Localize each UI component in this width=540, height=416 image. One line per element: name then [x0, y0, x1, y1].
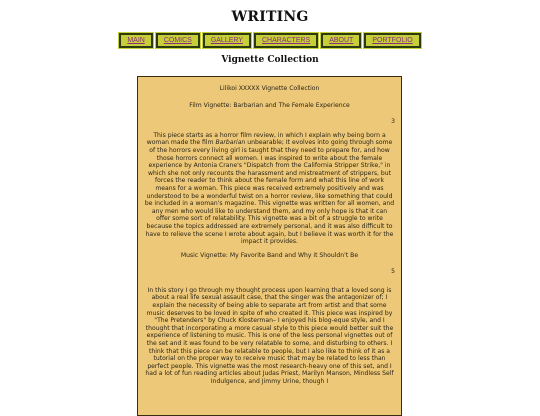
main-nav: [0, 34, 540, 47]
nav-link-portfolio[interactable]: PORTFOLIO: [365, 34, 419, 47]
page-heading: Vignette Collection: [221, 55, 319, 65]
vignette-title: Film Vignette: Barbarian and The Female Experience: [189, 101, 350, 109]
vignette-description: In this story I go through my thought process upon learning that a loved song is about a real life sexual assault case, that the singer was the antagonizer of; I explain the necessity of being able to separate art from artist and that some music deserves to be loved in spite of who created it. This piece was inspired by "The Pretenders" by Chuck Klosterman– I enjoyed his blog-eque style, and I thought that incorporating a more casual style to this piece would better suit the experience of listening to music. This is one of the less personal vignettes out of the set and it was found to be very relatable to some, and disturbing to others. I think that this piece can be relatable to people, but I also like to think of it as a tutorial on the proper way to receive music that may be related to less than perfect people. This vignette was the most research-heavy one of this set, and I had a lot of fun reading articles about Judas Priest, Marilyn Manson, Mindless Self Indulgence, and Jimmy Urine, though I: [145, 286, 394, 385]
vignette-description: [144, 132, 395, 246]
nav-link-gallery[interactable]: GALLERY: [204, 34, 250, 47]
vignette-number: 3: [391, 118, 395, 126]
nav-link-main[interactable]: MAIN: [120, 34, 152, 47]
site-title: WRITING: [231, 9, 309, 25]
nav-link-about[interactable]: ABOUT: [322, 34, 360, 47]
description-text: unbearable; It evolves into going through some of the horrors every living girl is taught that they need to prepare for, and how those horrors connect all women. I was inspired to write about the female experience by Antonia Crane's "Dispatch from the California Stripper Strike," in which she not only recounts the harassment and mistreatment of strippers, but forces the reader to think about the female form and what this line of work means for a woman. This piece was received extremely positively and was understood to be a wonderful twist on a horror review, like something that could be included in a woman's magazine. This vignette was written for all women, and any men who would like to understand them, and my only hope is that it can offer some sort of relatability. This vignette was a bit of a struggle to write because the topics addressed are extremely personal, and it was also difficult to have to relieve the scene I wrote about again, but I believe it was worth it for the impact it provides.: [144, 139, 395, 246]
vignette-panel[interactable]: [137, 76, 402, 416]
vignette-number: 5: [391, 268, 395, 276]
nav-link-comics[interactable]: COMICS: [157, 34, 199, 47]
nav-link-characters[interactable]: CHARACTERS: [255, 34, 317, 47]
vignette-title: Music Vignette: My Favorite Band and Why it Shouldn't Be: [180, 251, 359, 259]
collection-title: Lilikoi XXXXX Vignette Collection: [219, 85, 320, 92]
description-text: This piece starts as a horror film review, in which I explain why being born a woman made the film: [146, 131, 386, 147]
film-title: Barbarian: [215, 139, 246, 147]
